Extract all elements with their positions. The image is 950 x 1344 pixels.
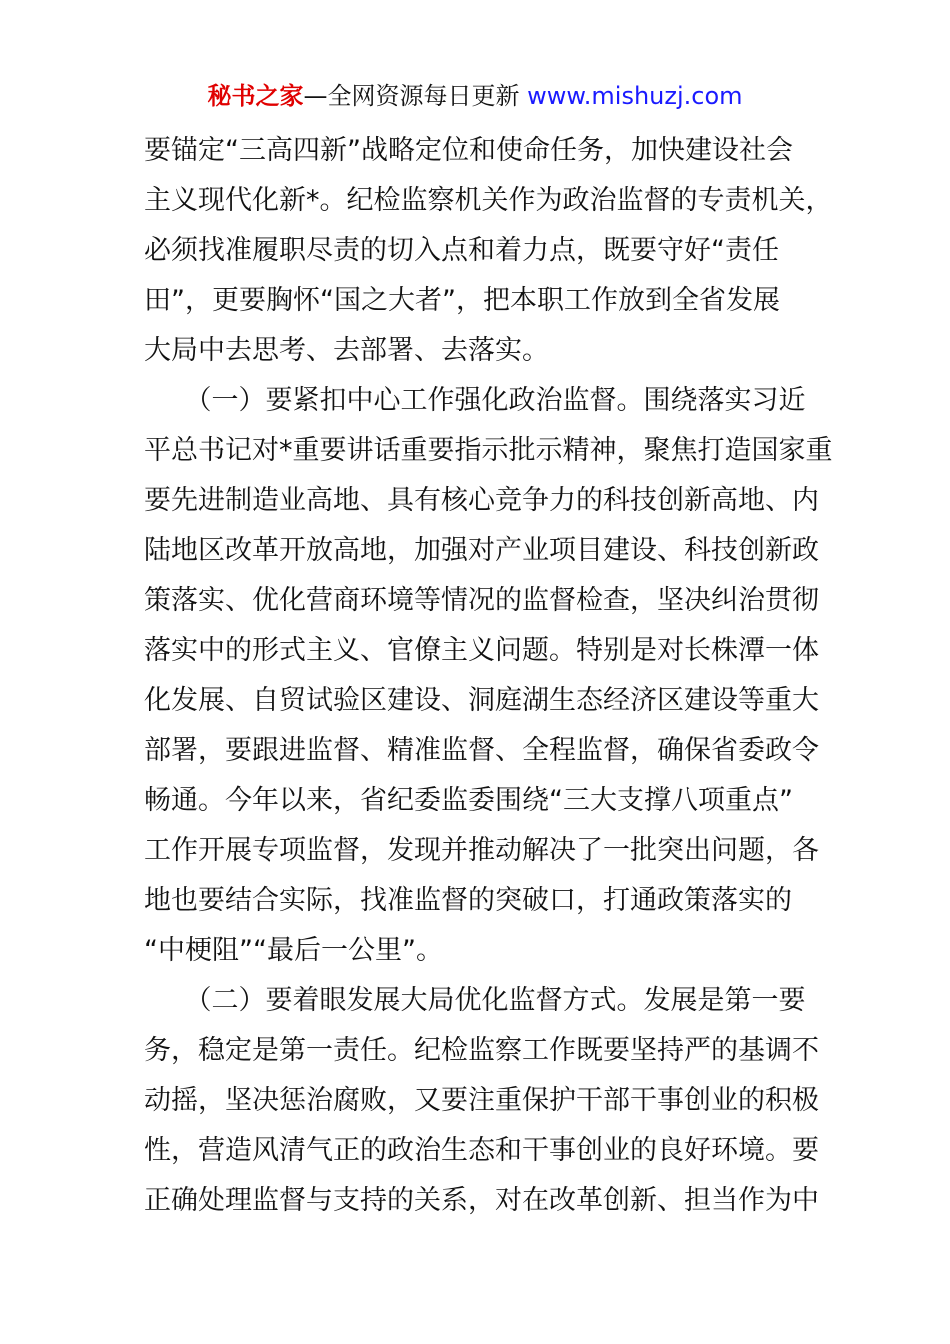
document-body: [144, 126, 833, 1226]
text-line: 性，营造风清气正的政治生态和干事创业的良好环境。要: [144, 1135, 819, 1166]
text-line: 策落实、优化营商环境等情况的监督检查，坚决纠治贯彻: [144, 585, 819, 616]
site-url-link[interactable]: www.mishuzj.com: [527, 82, 743, 110]
text-line: 要锚定“三高四新”战略定位和使命任务，加快建设社会: [144, 135, 793, 166]
text-line: 动摇，坚决惩治腐败，又要注重保护干部干事创业的积极: [144, 1085, 819, 1116]
text-line: 大局中去思考、去部署、去落实。: [144, 335, 549, 366]
text-line: 落实中的形式主义、官僚主义问题。特别是对长株潭一体: [144, 635, 819, 666]
text-line: 地也要结合实际，找准监督的突破口，打通政策落实的: [144, 885, 792, 916]
text-line: 要先进制造业高地、具有核心竞争力的科技创新高地、内: [144, 485, 819, 516]
site-tagline: —全网资源每日更新: [303, 82, 520, 110]
text-line: 部署，要跟进监督、精准监督、全程监督，确保省委政令: [144, 735, 819, 766]
text-line: 必须找准履职尽责的切入点和着力点，既要守好“责任: [144, 235, 779, 266]
text-line: 畅通。今年以来，省纪委监委围绕“三大支撑八项重点”: [144, 785, 793, 816]
text-line: 工作开展专项监督，发现并推动解决了一批突出问题，各: [144, 835, 819, 866]
text-line: （二）要着眼发展大局优化监督方式。发展是第一要: [144, 985, 806, 1016]
site-header: [0, 80, 950, 112]
text-line: 平总书记对*重要讲话重要指示批示精神，聚焦打造国家重: [144, 435, 833, 466]
text-line: 化发展、自贸试验区建设、洞庭湖生态经济区建设等重大: [144, 685, 819, 716]
text-line: 陆地区改革开放高地，加强对产业项目建设、科技创新政: [144, 535, 819, 566]
text-line: 田”，更要胸怀“国之大者”，把本职工作放到全省发展: [144, 285, 780, 316]
site-brand: 秘书之家: [207, 82, 304, 110]
text-line: 正确处理监督与支持的关系，对在改革创新、担当作为中: [144, 1185, 819, 1216]
text-line: （一）要紧扣中心工作强化政治监督。围绕落实习近: [144, 385, 806, 416]
text-line: 主义现代化新*。纪检监察机关作为政治监督的专责机关，: [144, 185, 833, 216]
text-line: 务，稳定是第一责任。纪检监察工作既要坚持严的基调不: [144, 1035, 819, 1066]
text-line: “中梗阻”“最后一公里”。: [144, 935, 443, 966]
